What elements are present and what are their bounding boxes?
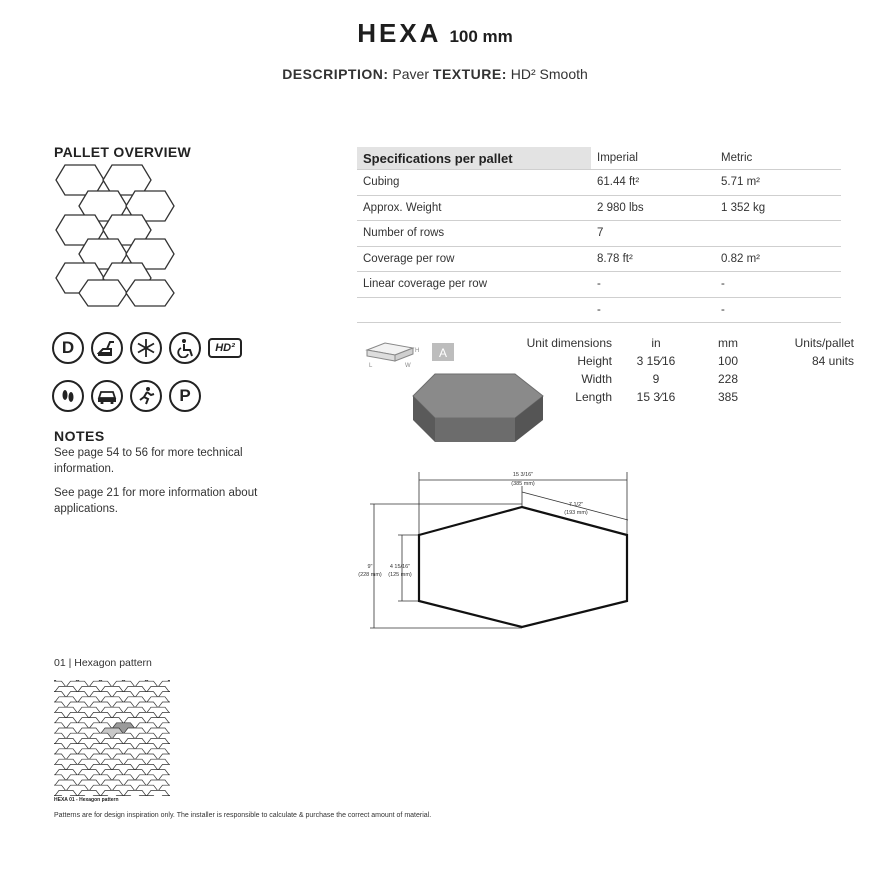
spec-cell: - xyxy=(591,272,715,298)
unit-dims-cell xyxy=(764,388,854,406)
axis-l-label: L xyxy=(369,363,373,369)
unit-dims-cell xyxy=(764,370,854,388)
spec-table-header xyxy=(357,147,841,170)
unit-dims-header-mm: mm xyxy=(718,336,738,350)
car-icon xyxy=(91,380,123,412)
unit-dims-cell: 228 xyxy=(717,372,739,386)
pattern-hexagon xyxy=(147,790,169,796)
table-row xyxy=(357,246,841,272)
product-subtitle xyxy=(0,66,870,82)
spec-cell xyxy=(715,221,841,247)
top-dimension: 15 3/16" xyxy=(512,472,534,478)
unit-dims-header-in: in xyxy=(651,336,661,350)
description-value: Paver xyxy=(392,66,429,82)
unit-dims-header-label: Unit dimensions xyxy=(526,336,612,350)
side-dimension: 7 1/2" xyxy=(568,502,584,508)
hexagon-pattern-illustration xyxy=(54,680,170,796)
left-inner-dimension-mm: (125 mm) xyxy=(388,572,412,578)
table-row xyxy=(520,352,854,370)
table-row xyxy=(357,170,841,196)
left-outer-dimension-mm: (228 mm) xyxy=(358,572,382,578)
spec-cell: 2 980 lbs xyxy=(591,195,715,221)
spec-header-metric: Metric xyxy=(715,147,841,170)
compactor-icon xyxy=(91,332,123,364)
running-person-icon xyxy=(130,380,162,412)
table-row xyxy=(357,221,841,247)
unit-dimensions-table xyxy=(520,334,854,406)
spec-cell: 1 352 kg xyxy=(715,195,841,221)
pattern-hexagon xyxy=(55,790,77,796)
pattern-hexagon xyxy=(124,790,146,796)
pattern-label: HEXA 01 - Hexagon pattern xyxy=(54,797,119,803)
unit-dims-cell: Height xyxy=(577,354,612,368)
pallet-overview-heading: PALLET OVERVIEW xyxy=(54,144,191,160)
hd2-badge: HD² xyxy=(208,338,242,358)
spec-cell: Cubing xyxy=(357,170,591,196)
spec-cell: 8.78 ft² xyxy=(591,246,715,272)
axis-w-label: W xyxy=(405,363,411,369)
top-dimension-mm: (385 mm) xyxy=(511,481,535,487)
pattern-disclaimer: Patterns are for design inspiration only. The installer is responsible to calculate & purchase the correct amount of material. xyxy=(54,812,432,819)
pallet-overview-diagram xyxy=(50,162,180,310)
footprints-icon xyxy=(52,380,84,412)
spec-cell: Linear coverage per row xyxy=(357,272,591,298)
spec-cell xyxy=(357,297,591,323)
notes-heading: NOTES xyxy=(54,428,105,444)
texture-value: HD² Smooth xyxy=(510,66,588,82)
spec-cell: 5.71 m² xyxy=(715,170,841,196)
axis-h-label: H xyxy=(415,348,420,354)
table-row xyxy=(520,370,854,388)
unit-dims-cell: 3 15⁄16 xyxy=(636,354,676,368)
unit-dims-cell: 9 xyxy=(652,372,660,386)
icon-row-1 xyxy=(52,332,242,364)
unit-dims-cell: 385 xyxy=(717,390,739,404)
spec-header-title: Specifications per pallet xyxy=(357,147,591,170)
spec-cell: 7 xyxy=(591,221,715,247)
unit-dims-header-units: Units/pallet xyxy=(794,336,854,350)
spec-cell: Approx. Weight xyxy=(357,195,591,221)
table-row xyxy=(520,388,854,406)
spec-cell: 0.82 m² xyxy=(715,246,841,272)
page-title xyxy=(0,18,870,49)
spec-cell: Number of rows xyxy=(357,221,591,247)
left-outer-dimension: 9" xyxy=(367,564,373,570)
left-inner-dimension: 4 15/16" xyxy=(389,564,411,570)
pattern-hexagon xyxy=(101,790,123,796)
snowflake-icon xyxy=(130,332,162,364)
side-dimension-mm: (193 mm) xyxy=(564,510,588,516)
variant-badge-label: A xyxy=(439,346,448,360)
product-name: HEXA xyxy=(357,18,442,48)
dimension-box-icon xyxy=(367,343,413,361)
pattern-caption: 01 | Hexagon pattern xyxy=(54,657,152,669)
table-row xyxy=(357,272,841,298)
spec-cell: 61.44 ft² xyxy=(591,170,715,196)
unit-dims-header xyxy=(520,334,854,352)
spec-cell: - xyxy=(715,272,841,298)
unit-dims-cell: 100 xyxy=(717,354,739,368)
technical-drawing xyxy=(350,464,650,639)
texture-label: TEXTURE: xyxy=(432,66,507,82)
table-row xyxy=(357,195,841,221)
unit-dims-cell: Width xyxy=(581,372,612,386)
icon-row-2 xyxy=(52,380,201,412)
unit-dims-cell: Length xyxy=(575,390,612,404)
note-technical-info: See page 54 to 56 for more technical information. xyxy=(54,447,243,475)
unit-dims-cell: 15 3⁄16 xyxy=(636,390,676,404)
parking-icon: P xyxy=(169,380,201,412)
spec-header-imperial: Imperial xyxy=(591,147,715,170)
wheelchair-icon xyxy=(169,332,201,364)
pattern-hexagon xyxy=(78,790,100,796)
spec-cell: - xyxy=(591,297,715,323)
spec-cell: - xyxy=(715,297,841,323)
note-applications: See page 21 for more information about applications. xyxy=(54,487,258,515)
specifications-table xyxy=(357,147,841,323)
unit-dims-cell: 84 units xyxy=(811,354,854,368)
d-rating-icon: D xyxy=(52,332,84,364)
table-row xyxy=(357,297,841,323)
pattern-cells xyxy=(54,680,170,796)
spec-cell: Coverage per row xyxy=(357,246,591,272)
product-size: 100 mm xyxy=(449,27,513,46)
description-label: DESCRIPTION: xyxy=(282,66,389,82)
